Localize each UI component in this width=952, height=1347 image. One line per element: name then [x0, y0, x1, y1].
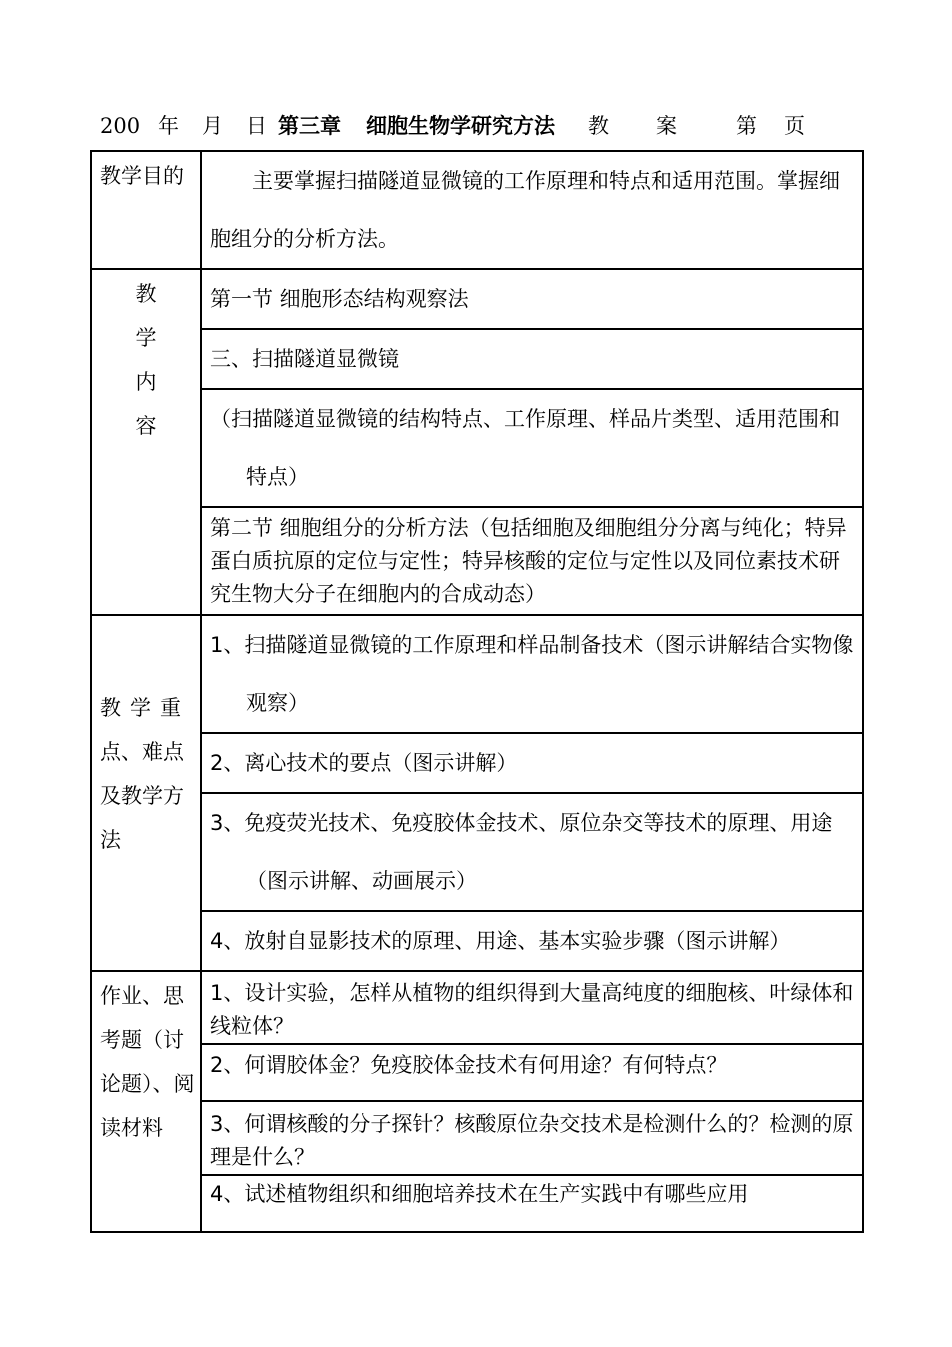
homework-item-cell [201, 1044, 863, 1101]
homework-item: 4、试述植物组织和细胞培养技术在生产实践中有哪些应用 [210, 1182, 749, 1206]
homework-item-cell [201, 971, 863, 1044]
keypoint-row-3 [91, 793, 863, 911]
homework-item: 1、设计实验，怎样从植物的组织得到大量高纯度的细胞核、叶绿体和线粒体？ [210, 981, 854, 1038]
content-item-cell [201, 389, 863, 507]
goal-text: 主要掌握扫描隧道显微镜的工作原理和特点和适用范围。掌握细胞组分的分析方法。 [210, 169, 840, 251]
page-header [100, 110, 860, 142]
content-label-line: 学 [135, 326, 157, 350]
header-di: 第 [736, 114, 757, 138]
content-label [92, 270, 200, 448]
keypoint-row-1 [91, 615, 863, 733]
content-label-line: 教 [135, 282, 157, 306]
homework-row-3 [91, 1101, 863, 1175]
goal-label: 教学目的 [100, 164, 184, 188]
homework-item-cell [201, 1101, 863, 1175]
content-item-cell [201, 269, 863, 329]
homework-item-cell [201, 1175, 863, 1232]
header-an: 案 [656, 114, 677, 138]
content-label-line: 内 [135, 370, 157, 394]
content-row-4 [91, 507, 863, 615]
keypoint-row-2 [91, 733, 863, 793]
content-item: 第一节 细胞形态结构观察法 [210, 287, 469, 311]
header-year-char: 年 [158, 114, 179, 138]
keypoint-label [92, 616, 200, 862]
content-label-cell [91, 269, 201, 615]
content-item: （扫描隧道显微镜的结构特点、工作原理、样品片类型、适用范围和特点） [210, 407, 840, 489]
content-item: 三、扫描隧道显微镜 [210, 347, 399, 371]
homework-label-cell [91, 971, 201, 1232]
content-item-cell [201, 507, 863, 615]
content-row-2 [91, 329, 863, 389]
keypoint-item: 4、放射自显影技术的原理、用途、基本实验步骤（图示讲解） [210, 929, 791, 953]
homework-label [92, 972, 200, 1150]
keypoint-item-cell [201, 911, 863, 971]
keypoint-label-line: 法 [100, 828, 130, 852]
keypoint-item: 3、免疫荧光技术、免疫胶体金技术、原位杂交等技术的原理、用途（图示讲解、动画展示） [210, 811, 833, 893]
header-chapter-title: 细胞生物学研究方法 [366, 114, 555, 138]
content-row-3 [91, 389, 863, 507]
homework-item: 2、何谓胶体金？免疫胶体金技术有何用途？有何特点？ [210, 1053, 728, 1077]
keypoint-label-line: 教学重 [100, 696, 190, 720]
content-row-1 [91, 269, 863, 329]
header-ye: 页 [784, 114, 805, 138]
keypoint-item-cell [201, 793, 863, 911]
keypoint-item-cell [201, 615, 863, 733]
homework-item: 3、何谓核酸的分子探针？核酸原位杂交技术是检测什么的？检测的原理是什么？ [210, 1112, 854, 1169]
header-chapter: 第三章 [278, 114, 341, 138]
keypoint-row-4 [91, 911, 863, 971]
keypoint-item: 2、离心技术的要点（图示讲解） [210, 751, 518, 775]
lesson-plan-table [90, 150, 864, 1233]
homework-row-4 [91, 1175, 863, 1232]
header-jiao: 教 [588, 114, 609, 138]
homework-label-line: 考题（讨 [100, 1028, 184, 1052]
header-month-char: 月 [202, 114, 223, 138]
homework-label-line: 论题）、阅 [100, 1072, 195, 1096]
goal-text-cell [201, 151, 863, 269]
header-day-char: 日 [246, 114, 267, 138]
keypoint-item-cell [201, 733, 863, 793]
keypoint-item: 1、扫描隧道显微镜的工作原理和样品制备技术（图示讲解结合实物像观察） [210, 633, 854, 715]
keypoint-label-cell [91, 615, 201, 971]
keypoint-label-line: 及教学方 [100, 784, 184, 808]
keypoint-label-line: 点、难点 [100, 740, 184, 764]
header-year: 200 [100, 114, 141, 138]
goal-row [91, 151, 863, 269]
content-item-cell [201, 329, 863, 389]
homework-label-line: 读材料 [100, 1116, 163, 1140]
homework-label-line: 作业、思 [100, 984, 184, 1008]
content-item: 第二节 细胞组分的分析方法（包括细胞及细胞组分分离与纯化；特异蛋白质抗原的定位与定性；特异核酸的定位与定性以及同位素技术研究生物大分子在细胞内的合成动态） [210, 516, 847, 606]
content-label-line: 容 [135, 414, 157, 438]
homework-row-1 [91, 971, 863, 1044]
homework-row-2 [91, 1044, 863, 1101]
goal-label-cell [91, 151, 201, 269]
